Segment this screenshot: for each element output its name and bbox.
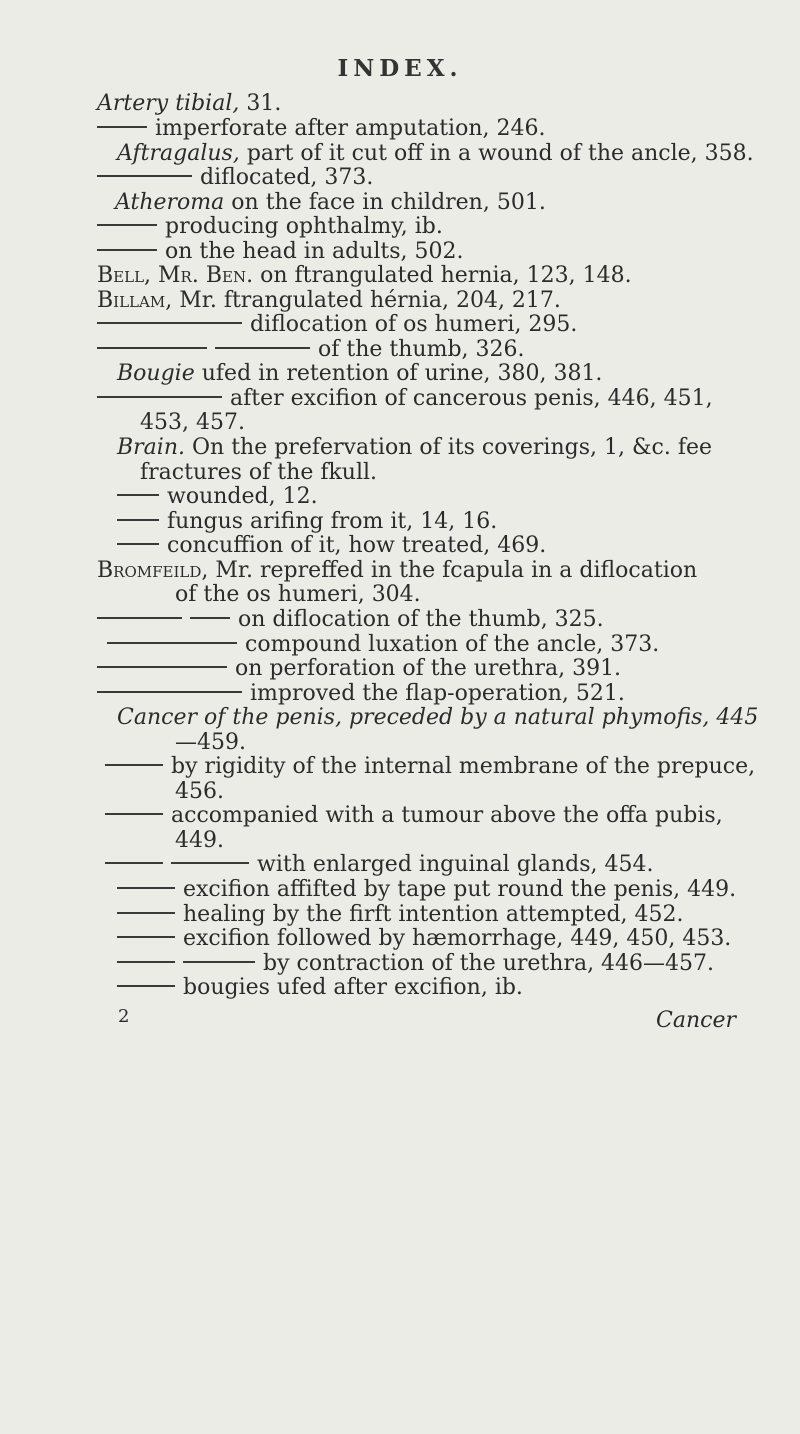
entry-text: by rigidity of the internal membrane of the prepuce, (171, 754, 756, 779)
entry-text: wounded, 12. (167, 484, 318, 509)
entry-sub (97, 313, 577, 337)
entry-text: after excifion of cancerous penis, 446, 451, (230, 386, 713, 411)
entry-continuation (140, 411, 245, 435)
dash-rule (97, 126, 147, 128)
entry-sub (97, 682, 625, 706)
entry-continuation (175, 829, 224, 853)
entry-text: diflocated, 373. (200, 165, 374, 190)
dash-rule (97, 249, 157, 251)
entry-term: Bell, Mr. Ben. (97, 263, 254, 288)
entry-sub (105, 755, 755, 779)
entry-sub (117, 952, 714, 976)
dash-rule (183, 961, 255, 963)
entry-text: healing by the firft intention attempted, 452. (183, 902, 684, 927)
entry-text: fractures of the fkull. (140, 460, 378, 485)
dash-rule (215, 347, 310, 349)
entry-text: Mr. ftrangulated hérnia, 204, 217. (179, 288, 561, 313)
entry-sub (117, 927, 731, 951)
dash-rule (117, 494, 159, 496)
dash-rule (97, 347, 207, 349)
entry-continuation (140, 461, 377, 485)
entry-text: bougies ufed after excifion, ib. (183, 975, 523, 1000)
entry-term: Artery tibial, (97, 91, 240, 116)
entry-text: on ftrangulated hernia, 123, 148. (260, 263, 632, 288)
entry-sub (117, 510, 497, 534)
dash-rule (105, 764, 163, 766)
dash-rule (97, 617, 182, 619)
entry-sub (97, 166, 373, 190)
entry-brain (117, 436, 712, 460)
entry-text: producing ophthalmy, ib. (165, 214, 443, 239)
dash-rule (97, 224, 157, 226)
dash-rule (107, 642, 237, 644)
entry-sub (97, 338, 525, 362)
entry-continuation (175, 583, 421, 607)
entry-term: Aftragalus, (117, 141, 240, 166)
entry-text: part of it cut off in a wound of the ancle, 358. (246, 141, 754, 166)
entry-bougie (117, 362, 602, 386)
entry-text: diflocation of os humeri, 295. (250, 312, 578, 337)
entry-text: of the os humeri, 304. (175, 582, 421, 607)
entry-term: Billam, (97, 288, 173, 313)
entry-atheroma (115, 191, 546, 215)
dash-rule (97, 666, 227, 668)
entry-sub (97, 608, 604, 632)
entry-text: imperforate after amputation, 246. (155, 116, 546, 141)
entry-sub (117, 976, 523, 1000)
entry-sub (117, 534, 546, 558)
entry-text: —459. (175, 730, 246, 755)
dash-rule (117, 985, 175, 987)
entry-sub (105, 853, 653, 877)
entry-continuation (175, 731, 246, 755)
entry-bromfeild (97, 559, 697, 583)
dash-rule (117, 912, 175, 914)
entry-billam (97, 289, 561, 313)
entry-text: excifion affifted by tape put round the penis, 449. (183, 877, 737, 902)
entry-term: Brain. (117, 435, 185, 460)
dash-rule (97, 396, 222, 398)
entry-text: of the penis, preceded by a natural phymofis, 445 (203, 705, 759, 730)
entry-term: Bromfeild, (97, 558, 209, 583)
entry-sub (97, 215, 443, 239)
entry-text: 31. (246, 91, 282, 116)
entry-text: on the head in adults, 502. (165, 239, 464, 264)
dash-rule (117, 543, 159, 545)
entry-sub (97, 240, 464, 264)
entry-sub (117, 903, 684, 927)
entry-text: on perforation of the urethra, 391. (235, 656, 622, 681)
catchword: Cancer (656, 1008, 736, 1033)
dash-rule (117, 961, 175, 963)
entry-text: 456. (175, 779, 224, 804)
entry-sub (107, 633, 659, 657)
entry-sub (117, 485, 318, 509)
dash-rule (105, 862, 163, 864)
entry-text: 449. (175, 828, 224, 853)
entry-sub (97, 117, 545, 141)
entry-astragalus (117, 142, 754, 166)
entry-text: accompanied with a tumour above the offa pubis, (171, 803, 723, 828)
dash-rule (190, 617, 230, 619)
entry-text: 453, 457. (140, 410, 245, 435)
dash-rule (171, 862, 249, 864)
entry-continuation (175, 780, 224, 804)
entry-term: Bougie (117, 361, 195, 386)
entry-text: on the face in children, 501. (231, 190, 546, 215)
dash-rule (117, 519, 159, 521)
dash-rule (97, 175, 192, 177)
entry-text: by contraction of the urethra, 446—457. (263, 951, 715, 976)
dash-rule (105, 813, 163, 815)
page-header: INDEX. (337, 55, 463, 82)
entry-text: compound luxation of the ancle, 373. (245, 632, 660, 657)
signature-mark: 2 (118, 1006, 130, 1027)
entry-text: on diflocation of the thumb, 325. (238, 607, 604, 632)
dash-rule (117, 887, 175, 889)
entry-term: Cancer (117, 705, 197, 730)
dash-rule (97, 691, 242, 693)
entry-text: improved the flap-operation, 521. (250, 681, 625, 706)
entry-text: concuffion of it, how treated, 469. (167, 533, 547, 558)
entry-sub (97, 657, 621, 681)
entry-text: Mr. repreffed in the fcapula in a diflocation (215, 558, 698, 583)
entry-text: excifion followed by hæmorrhage, 449, 450, 453. (183, 926, 732, 951)
entry-text: of the thumb, 326. (318, 337, 525, 362)
entry-bell (97, 264, 632, 288)
entry-sub (97, 387, 713, 411)
entry-text: ufed in retention of urine, 380, 381. (201, 361, 603, 386)
dash-rule (117, 936, 175, 938)
entry-sub (105, 804, 723, 828)
entry-artery (97, 92, 281, 116)
entry-text: with enlarged inguinal glands, 454. (257, 852, 654, 877)
entry-cancer (117, 706, 758, 730)
entry-text: fungus arifing from it, 14, 16. (167, 509, 498, 534)
entry-sub (117, 878, 736, 902)
entry-text: On the prefervation of its coverings, 1, &c. fee (192, 435, 713, 460)
dash-rule (97, 322, 242, 324)
entry-term: Atheroma (115, 190, 225, 215)
